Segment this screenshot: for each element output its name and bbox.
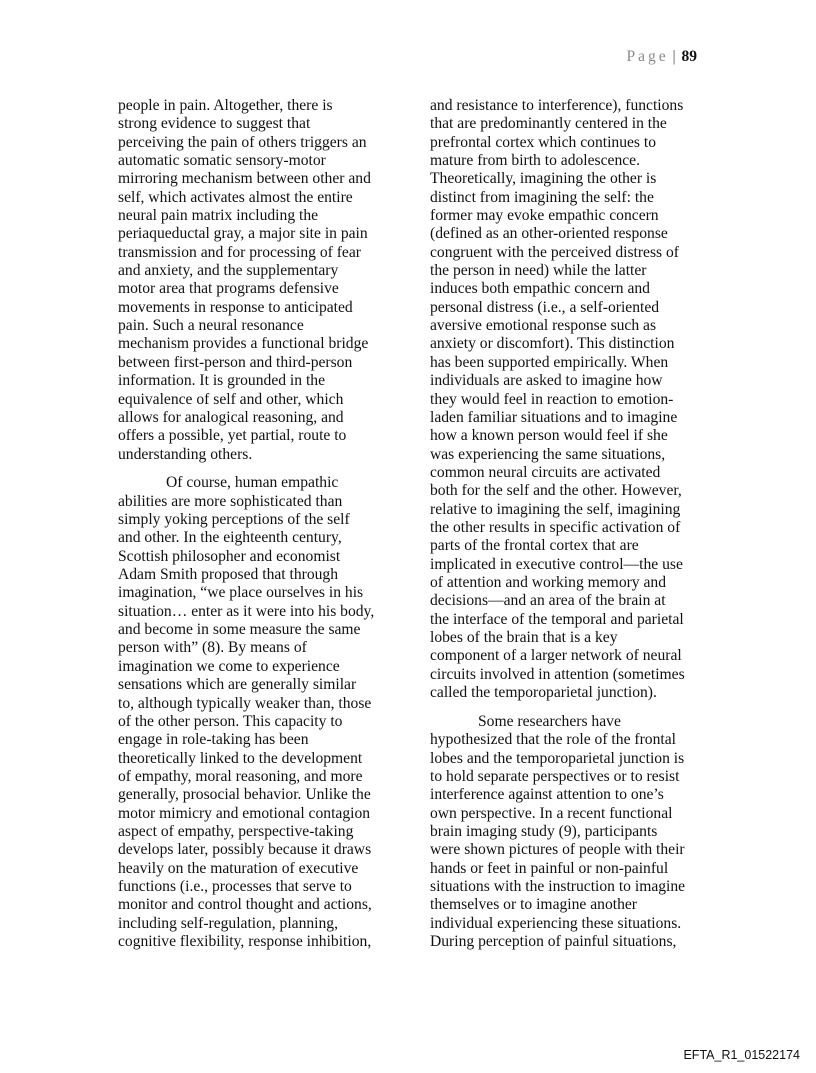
text-line: understanding others. <box>118 445 253 463</box>
text-line: offers a possible, yet partial, route to <box>118 427 347 445</box>
text-line: congruent with the perceived distress of <box>430 243 679 261</box>
text-line: movements in response to anticipated <box>118 298 353 316</box>
text-line: neural pain matrix including the <box>118 207 319 225</box>
text-line: including self-regulation, planning, <box>118 914 338 932</box>
text-line: that are predominantly centered in the <box>430 115 667 133</box>
text-line: implicated in executive control—the use <box>430 555 683 573</box>
text-line: relative to imagining the self, imagining <box>430 500 681 518</box>
text-line: former may evoke empathic concern <box>430 207 659 225</box>
text-line: imagination, “we place ourselves in his <box>118 584 364 602</box>
text-line: both for the self and the other. However, <box>430 482 682 500</box>
left-column <box>118 97 408 962</box>
text-line: and anxiety, and the supplementary <box>118 262 339 280</box>
text-line: generally, prosocial behavior. Unlike the <box>118 786 371 804</box>
text-line: common neural circuits are activated <box>430 463 661 481</box>
text-line: self, which activates almost the entire <box>118 188 353 206</box>
text-line: transmission and for processing of fear <box>118 243 361 261</box>
text-line: anxiety or discomfort). This distinction <box>430 335 675 353</box>
text-line: imagination we come to experience <box>118 657 340 675</box>
page-separator: | <box>672 48 676 65</box>
text-line: lobes of the brain that is a key <box>430 628 618 646</box>
text-line: and other. In the eighteenth century, <box>118 529 342 547</box>
text-line: Adam Smith proposed that through <box>118 566 339 584</box>
text-line: situation… enter as it were into his body, <box>118 602 375 620</box>
text-line: personal distress (i.e., a self-oriented <box>430 298 660 316</box>
text-line: equivalence of self and other, which <box>118 390 344 408</box>
text-line: simply yoking perceptions of the self <box>118 511 350 529</box>
text-line: allows for analogical reasoning, and <box>118 408 344 426</box>
text-line: heavily on the maturation of executive <box>118 859 359 877</box>
text-line: theoretically linked to the development <box>118 749 363 767</box>
text-line: between first-person and third-person <box>118 353 353 371</box>
page-label: Page <box>626 48 669 65</box>
text-line: was experiencing the same situations, <box>430 445 666 463</box>
text-line: Some researchers have <box>478 712 621 730</box>
text-line: how a known person would feel if she <box>430 427 668 445</box>
text-line: called the temporoparietal junction). <box>430 684 657 701</box>
text-line: abilities are more sophisticated than <box>118 492 343 510</box>
text-line: circuits involved in attention (sometimes <box>430 665 685 683</box>
text-line: they would feel in reaction to emotion- <box>430 390 674 408</box>
text-line: aspect of empathy, perspective-taking <box>118 822 354 840</box>
text-line: mature from birth to adolescence. <box>430 152 640 170</box>
text-line: cognitive flexibility, response inhibition, <box>118 932 372 950</box>
text-line: people in pain. Altogether, there is <box>118 97 333 114</box>
text-line: Of course, human empathic <box>166 474 339 492</box>
text-line: perceiving the pain of others triggers an <box>118 133 367 151</box>
text-line: sensations which are generally similar <box>118 676 357 694</box>
text-line: the other results in specific activation of <box>430 518 681 536</box>
text-line: individuals are asked to imagine how <box>430 372 663 390</box>
text-line: of empathy, moral reasoning, and more <box>118 767 363 785</box>
text-line: motor mimicry and emotional contagion <box>118 804 371 822</box>
text-line: develops later, possibly because it draws <box>118 841 372 859</box>
document-id: EFTA_R1_01522174 <box>683 1048 800 1062</box>
text-line: hypothesized that the role of the frontal <box>430 731 676 749</box>
page-number: 89 <box>681 48 697 65</box>
text-line: of attention and working memory and <box>430 573 667 591</box>
text-line: situations with the instruction to imagine <box>430 877 686 895</box>
text-line: to hold separate perspectives or to resist <box>430 767 680 785</box>
text-line: mirroring mechanism between other and <box>118 170 371 188</box>
text-line: prefrontal cortex which continues to <box>430 133 657 151</box>
text-line: induces both empathic concern and <box>430 280 650 298</box>
text-line: information. It is grounded in the <box>118 372 326 390</box>
text-line: brain imaging study (9), participants <box>430 822 658 840</box>
text-line: own perspective. In a recent functional <box>430 804 673 822</box>
text-line: distinct from imagining the self: the <box>430 188 654 206</box>
text-line: person with” (8). By means of <box>118 639 307 657</box>
text-line: hands or feet in painful or non-painful <box>430 859 669 877</box>
text-line: decisions—and an area of the brain at <box>430 592 666 610</box>
text-line: has been supported empirically. When <box>430 353 669 371</box>
text-line: were shown pictures of people with their <box>430 841 685 859</box>
text-line: Theoretically, imagining the other is <box>430 170 657 188</box>
text-line: interference against attention to one’s <box>430 786 664 804</box>
right-column <box>430 97 720 962</box>
paragraph <box>430 713 720 951</box>
text-line: lobes and the temporoparietal junction is <box>430 749 685 767</box>
text-line: During perception of painful situations, <box>430 932 677 950</box>
paragraph <box>118 474 408 951</box>
text-line: parts of the frontal cortex that are <box>430 537 639 555</box>
text-line: the interface of the temporal and parietal <box>430 610 684 628</box>
text-line: mechanism provides a functional bridge <box>118 335 369 353</box>
text-line: automatic somatic sensory-motor <box>118 152 326 170</box>
text-line: functions (i.e., processes that serve to <box>118 877 352 895</box>
text-line: monitor and control thought and actions, <box>118 896 372 914</box>
text-line: individual experiencing these situations. <box>430 914 682 932</box>
text-line: to, although typically weaker than, those <box>118 694 372 712</box>
text-line: pain. Such a neural resonance <box>118 317 304 335</box>
text-line: the person in need) while the latter <box>430 262 647 280</box>
text-line: laden familiar situations and to imagine <box>430 408 678 426</box>
text-line: periaqueductal gray, a major site in pain <box>118 225 368 243</box>
text-line: themselves or to imagine another <box>430 896 637 914</box>
text-line: and become in some measure the same <box>118 621 361 639</box>
page-header <box>627 48 698 66</box>
text-line: and resistance to interference), functions <box>430 97 684 114</box>
text-line: motor area that programs defensive <box>118 280 339 298</box>
text-line: component of a larger network of neural <box>430 647 682 665</box>
paragraph <box>118 97 408 464</box>
text-line: (defined as an other-oriented response <box>430 225 668 243</box>
text-line: Scottish philosopher and economist <box>118 547 341 565</box>
text-line: aversive emotional response such as <box>430 317 657 335</box>
text-line: of the other person. This capacity to <box>118 712 343 730</box>
paragraph <box>430 97 720 702</box>
text-line: engage in role-taking has been <box>118 731 309 749</box>
text-line: strong evidence to suggest that <box>118 115 311 133</box>
